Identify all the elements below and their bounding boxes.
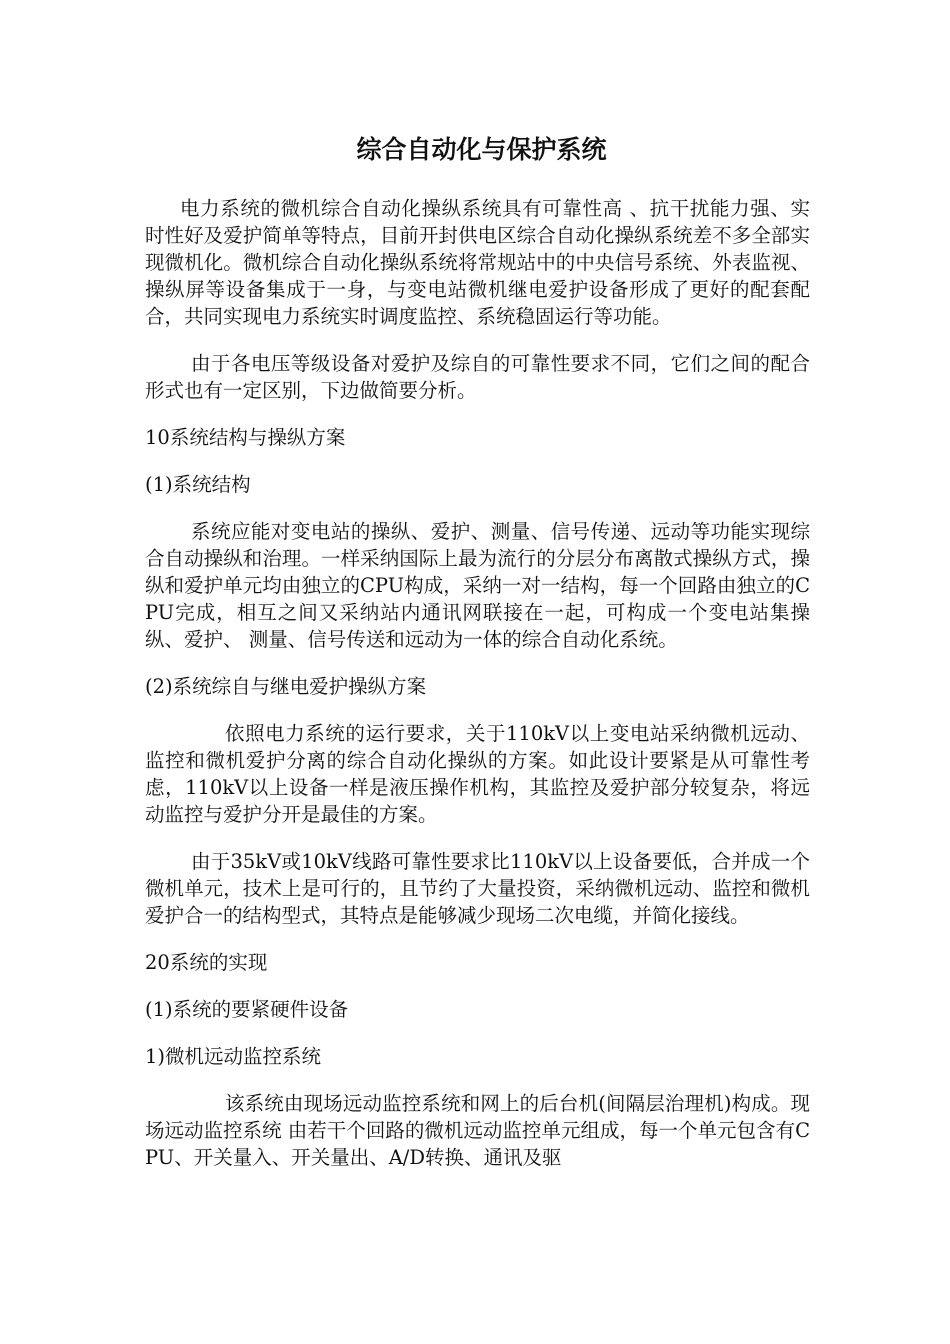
document-title: 综合自动化与保护系统 [356, 135, 607, 164]
paragraph-voltage-levels: 由于各电压等级设备对爱护及综自的可靠性要求不同，它们之间的配合形式也有一定区别，下边做简要分析。 [145, 352, 810, 402]
paragraph-system-structure: 系统应能对变电站的操纵、爱护、测量、信号传递、远动等功能实现综合自动操纵和治理。一样采纳国际上最为流行的分层分布离散式操纵方式，操纵和爱护单元均由独立的CPU构成，采纳一对一结构，每一个回路由独立的CPU完成，相互之间又采纳站内通讯网联接在一起，可构成一个变电站集操纵、爱护、 测量、信号传送和远动为一体的综合自动化系统。 [145, 520, 810, 651]
subsection-heading-system-structure: (1)系统结构 [145, 473, 251, 496]
paragraph-35kv-scheme: 由于35kV或10kV线路可靠性要求比110kV以上设备要低，合并成一个微机单元，技术上是可行的，且节约了大量投资，采纳微机远动、监控和微机爱护合一的结构型式，其特点是能够减少现场二次电缆，并简化接线。 [145, 850, 810, 927]
paragraph-remote-monitoring: 该系统由现场远动监控系统和网上的后台机(间隔层治理机)构成。现场远动监控系统 由若干个回路的微机远动监控单元组成，每一个单元包含有CPU、开关量入、开关量出、A/D转换、通讯及驱 [145, 1092, 810, 1169]
section-heading-implementation: 20系统的实现 [145, 951, 268, 974]
subsection-heading-control-scheme: (2)系统综自与继电爱护操纵方案 [145, 675, 427, 698]
paragraph-intro: 电力系统的微机综合自动化操纵系统具有可靠性高 、抗干扰能力强、实时性好及爱护简单等特点，目前开封供电区综合自动化操纵系统差不多全部实现微机化。微机综合自动化操纵系统将常规站中的中央信号系统、外表监视、操纵屏等设备集成于一身，与变电站微机继电爱护设备形成了更好的配套配合，共同实现电力系统实时调度监控、系统稳固运行等功能。 [145, 197, 810, 328]
subsection-heading-remote-monitoring: 1)微机远动监控系统 [145, 1045, 322, 1068]
document-body [145, 130, 810, 1191]
paragraph-110kv-scheme: 依照电力系统的运行要求，关于110kV以上变电站采纳微机远动、监控和微机爱护分离的综合自动化操纵的方案。如此设计要紧是从可靠性考虑，110kV以上设备一样是液压操作机构，其监控及爱护部分较复杂，将远动监控与爱护分开是最佳的方案。 [145, 722, 810, 826]
subsection-heading-hardware: (1)系统的要紧硬件设备 [145, 998, 349, 1021]
section-heading-structure: 10系统结构与操纵方案 [145, 426, 346, 449]
